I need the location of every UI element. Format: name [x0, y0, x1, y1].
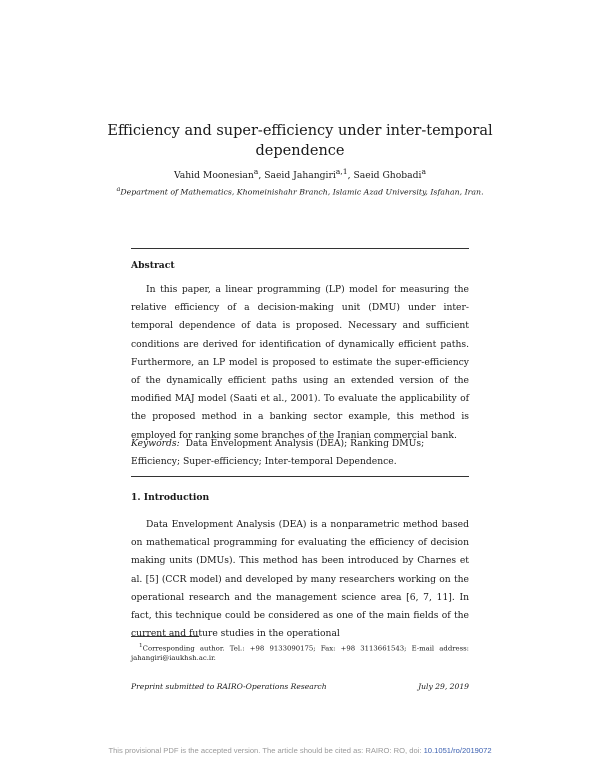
author-separator: ,: [347, 170, 354, 182]
introduction-text: Data Envelopment Analysis (DEA) is a nonparametric method based on mathematical programming for evaluating the efficiency of decision making units (DMUs). This method has been introduced by Charnes et al. [5] (CCR model) and developed by many researchers working on the operational research and the management science area [6, 7, 11]. In fact, this technique could be considered as one of the main fields of the current and future studies in the operational: [131, 519, 469, 640]
author-name: Saeid Jahangiri: [264, 170, 336, 182]
author-name: Saeid Ghobadi: [353, 170, 422, 182]
author-affiliation-marker: a,1: [335, 167, 348, 176]
footnote-text: Corresponding author. Tel.: +98 9133090175; Fax: +98 3113661543; E-mail address: jahangiri@iaukhsh.ac.ir.: [131, 644, 469, 663]
paper-title: Efficiency and super-efficiency under inter-temporal dependence: [107, 123, 493, 159]
author-list: [100, 165, 500, 182]
author-affiliation-marker: a: [421, 167, 427, 176]
affiliation: [110, 184, 490, 198]
abstract-text: In this paper, a linear programming (LP) model for measuring the relative efficiency of a decision-making unit (DMU) under inter-temporal dependence of data is proposed. Necessary and sufficient conditions are derived for identification of dynamically efficient paths. Furthermore, an LP model is proposed to estimate the super-efficiency of the dynamically efficient paths using an extended version of the modified MAJ model (Saati et al., 2001). To evaluate the applicability of the proposed method in a banking sector example, this method is employed for ranking some branches of the Iranian commercial bank.: [131, 284, 469, 441]
preprint-date: July 29, 2019: [418, 682, 469, 691]
author-separator: ,: [258, 170, 265, 182]
affiliation-marker: a: [116, 185, 121, 193]
author-name: Vahid Moonesian: [173, 170, 254, 182]
notice-text: This provisional PDF is the accepted version. The article should be cited as: RAIRO: RO, doi:: [108, 746, 424, 755]
affiliation-text: Department of Mathematics, Khomeinishahr Branch, Islamic Azad University, Isfahan, Iran.: [120, 187, 484, 197]
keywords: [131, 435, 469, 471]
abstract-top-rule: [131, 248, 469, 249]
section-heading-introduction: 1. Introduction: [131, 492, 210, 503]
author-affiliation-marker: a: [253, 167, 259, 176]
preprint-note: Preprint submitted to RAIRO-Operations Research: [131, 682, 327, 691]
abstract-heading: Abstract: [131, 260, 175, 271]
footnote-marker: 1: [139, 643, 143, 649]
keywords-text: Data Envelopment Analysis (DEA); Ranking DMUs; Efficiency; Super-efficiency; Inter-temporal Dependence.: [131, 438, 425, 468]
footnote-rule: [131, 636, 199, 637]
doi-link[interactable]: 10.1051/ro/2019072: [423, 746, 492, 755]
abstract-bottom-rule: [131, 476, 469, 477]
provisional-pdf-notice: [0, 746, 600, 755]
footnote: [131, 641, 469, 663]
keywords-label: Keywords:: [131, 438, 180, 449]
